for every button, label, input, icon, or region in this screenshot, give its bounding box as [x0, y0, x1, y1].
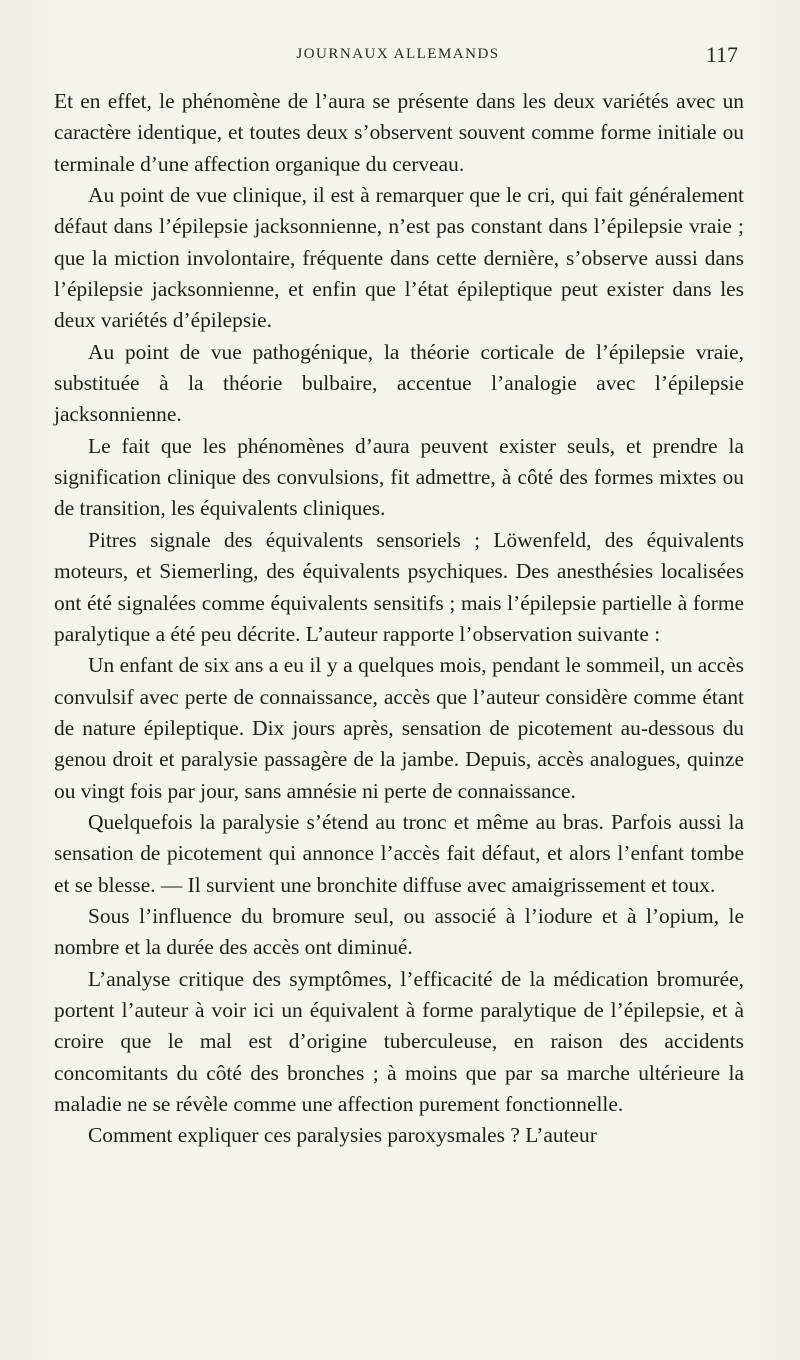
paragraph: Sous l’influence du bromure seul, ou associé à l’iodure et à l’opium, le nombre et la durée des accès ont diminué.	[54, 903, 744, 960]
body-text	[54, 86, 744, 1152]
paragraph: L’analyse critique des symptômes, l’efficacité de la médication bromurée, portent l’auteur à voir ici un équivalent à forme paralytique de l’épilepsie, et à croire que le mal est d’origine tuberculeuse, en raison des accidents concomitants du côté des bronches ; à moins que par sa marche ultérieure la maladie ne se révèle comme une affection purement fonctionnelle.	[54, 966, 744, 1116]
paragraph: Un enfant de six ans a eu il y a quelques mois, pendant le sommeil, un accès convulsif avec perte de connaissance, accès que l’auteur considère comme étant de nature épileptique. Dix jours après, sensation de picotement au-dessous du genou droit et paralysie passagère de la jambe. Depuis, accès analogues, quinze ou vingt fois par jour, sans amnésie ni perte de connaissance.	[54, 653, 744, 803]
paragraph: Au point de vue pathogénique, la théorie corticale de l’épilepsie vraie, substituée à la théorie bulbaire, accentue l’analogie avec l’épilepsie jacksonnienne.	[54, 339, 744, 427]
paragraph: Pitres signale des équivalents sensoriels ; Löwenfeld, des équivalents moteurs, et Siemerling, des équivalents psychiques. Des anesthésies localisées ont été signalées comme équivalents sensitifs ; mais l’épilepsie partielle à forme paralytique a été peu décrite. L’auteur rapporte l’observation suivante :	[54, 527, 744, 646]
paragraph: Comment expliquer ces paralysies paroxysmales ? L’auteur	[88, 1123, 597, 1148]
paragraph: Quelquefois la paralysie s’étend au tronc et même au bras. Parfois aussi la sensation de picotement qui annonce l’accès fait défaut, et alors l’enfant tombe et se blesse. — Il survient une bronchite diffuse avec amaigrissement et toux.	[54, 809, 744, 897]
paragraph: Et en effet, le phénomène de l’aura se présente dans les deux variétés avec un caractère identique, et toutes deux s’observent souvent comme forme initiale ou terminale d’une affection organique du cerveau.	[54, 89, 744, 176]
paragraph: Le fait que les phénomènes d’aura peuvent exister seuls, et prendre la signification clinique des convulsions, fit admettre, à côté des formes mixtes ou de transition, les équivalents cliniques.	[54, 433, 744, 521]
page-header	[58, 42, 738, 74]
paragraph: Au point de vue clinique, il est à remarquer que le cri, qui fait généralement défaut dans l’épilepsie jacksonnienne, n’est pas constant dans l’épilepsie vraie ; que la miction involontaire, fréquente dans cette dernière, s’observe aussi dans l’épilepsie jacksonnienne, et enfin que l’état épileptique peut exister dans les deux variétés d’épilepsie.	[54, 183, 744, 333]
page-number: 117	[705, 42, 738, 67]
running-head: JOURNAUX ALLEMANDS	[296, 46, 500, 62]
